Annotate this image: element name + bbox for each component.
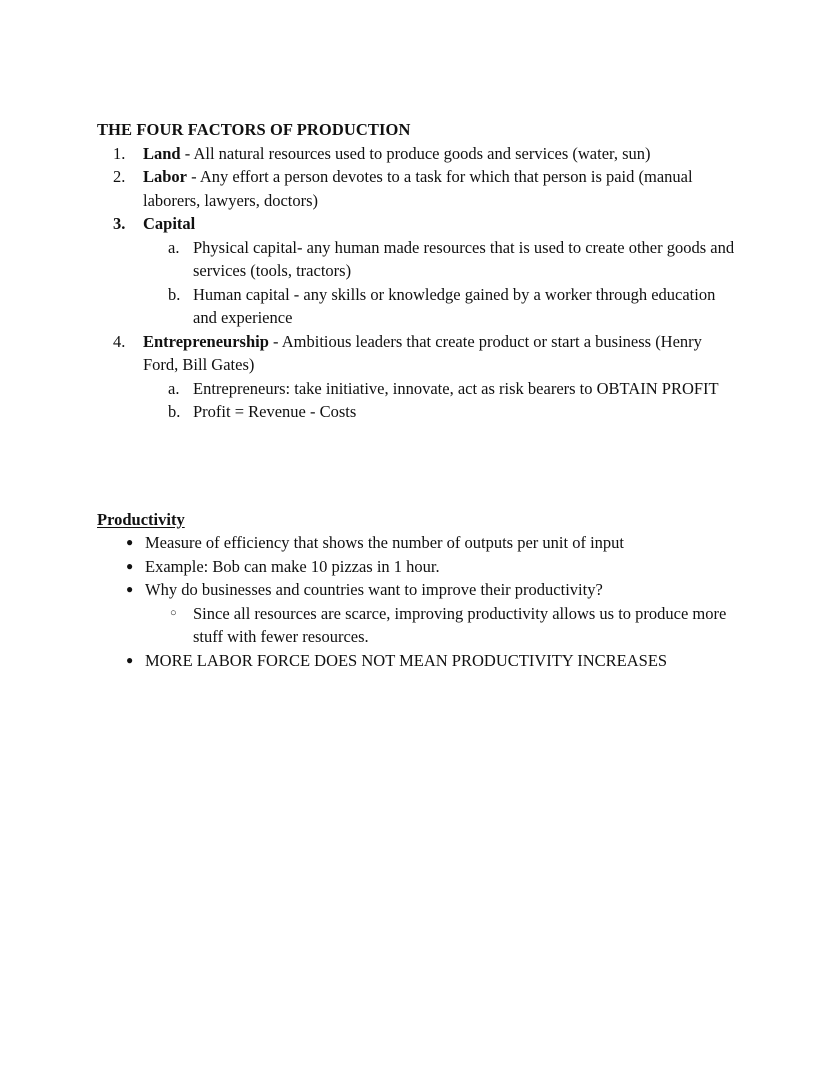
list-item-text: [143, 214, 195, 233]
term-capital: Capital: [143, 214, 196, 233]
term-entrepreneurship: Entrepreneurship: [143, 331, 269, 351]
section-spacer: [97, 424, 737, 508]
list-marker: 1.: [113, 143, 126, 163]
term-labor: Labor: [143, 167, 188, 186]
list-item-text: Since all resources are scarce, improving productivity allows us to produce more stuff with fewer resources.: [193, 603, 727, 646]
definition-land: - All natural resources used to produce goods and services (water, sun): [180, 143, 651, 163]
list-item-capital: [97, 212, 737, 236]
list-item-text: [143, 167, 693, 210]
list-item-text: Example: Bob can make 10 pizzas in 1 hour.: [145, 556, 440, 576]
list-marker: 2.: [113, 167, 126, 186]
bullet-filled-icon: [126, 578, 133, 602]
list-item-entrepreneurship: [97, 330, 737, 377]
list-item-human-capital: [97, 283, 737, 330]
list-item-text: Human capital - any skills or knowledge gained by a worker through education and experience: [193, 284, 716, 327]
list-item-text: Entrepreneurs: take initiative, innovate, act as risk bearers to OBTAIN PROFIT: [193, 378, 719, 398]
list-item-labor: [97, 165, 737, 212]
list-item-text: Physical capital- any human made resources that is used to create other goods and services (tools, tractors): [193, 237, 735, 280]
list-item-labor-force-note: [97, 649, 737, 673]
list-marker: b.: [168, 402, 181, 421]
list-marker: a.: [168, 378, 180, 398]
list-item-productivity-question: [97, 578, 737, 602]
bullet-filled-icon: [126, 531, 133, 555]
page-title: THE FOUR FACTORS OF PRODUCTION: [97, 120, 411, 139]
list-item-text: Measure of efficiency that shows the number of outputs per unit of input: [145, 533, 624, 552]
list-item-land: [97, 142, 737, 166]
list-item-productivity-definition: [97, 531, 737, 555]
productivity-heading-wrap: [97, 508, 737, 532]
document-content: [97, 118, 737, 672]
list-item-productivity-example: [97, 555, 737, 579]
list-item-entrepreneurs-traits: [97, 377, 737, 401]
list-item-text: Profit = Revenue - Costs: [193, 402, 357, 421]
bullet-filled-icon: [126, 649, 133, 673]
list-item-productivity-scarcity: [97, 602, 737, 649]
definition-labor: - Any effort a person devotes to a task for which that person is paid (manual laborers, lawyers, doctors): [143, 167, 693, 210]
term-land: Land: [143, 143, 181, 163]
section-heading-productivity: Productivity: [97, 509, 185, 529]
bullet-hollow-icon: [170, 602, 177, 626]
list-item-text: [143, 144, 651, 163]
bullet-filled-icon: [126, 555, 133, 579]
definition-entrepreneurship: - Ambitious leaders that create product or start a business (Henry Ford, Bill Gates): [143, 331, 702, 374]
list-item-profit-formula: [97, 400, 737, 424]
list-item-physical-capital: [97, 236, 737, 283]
list-item-text: MORE LABOR FORCE DOES NOT MEAN PRODUCTIVITY INCREASES: [145, 650, 668, 670]
list-item-text: [143, 332, 702, 375]
list-marker: 3.: [113, 214, 126, 233]
list-marker: b.: [168, 284, 181, 304]
list-marker: a.: [168, 237, 180, 257]
list-marker: 4.: [113, 331, 126, 351]
list-item-text: Why do businesses and countries want to improve their productivity?: [145, 580, 603, 599]
